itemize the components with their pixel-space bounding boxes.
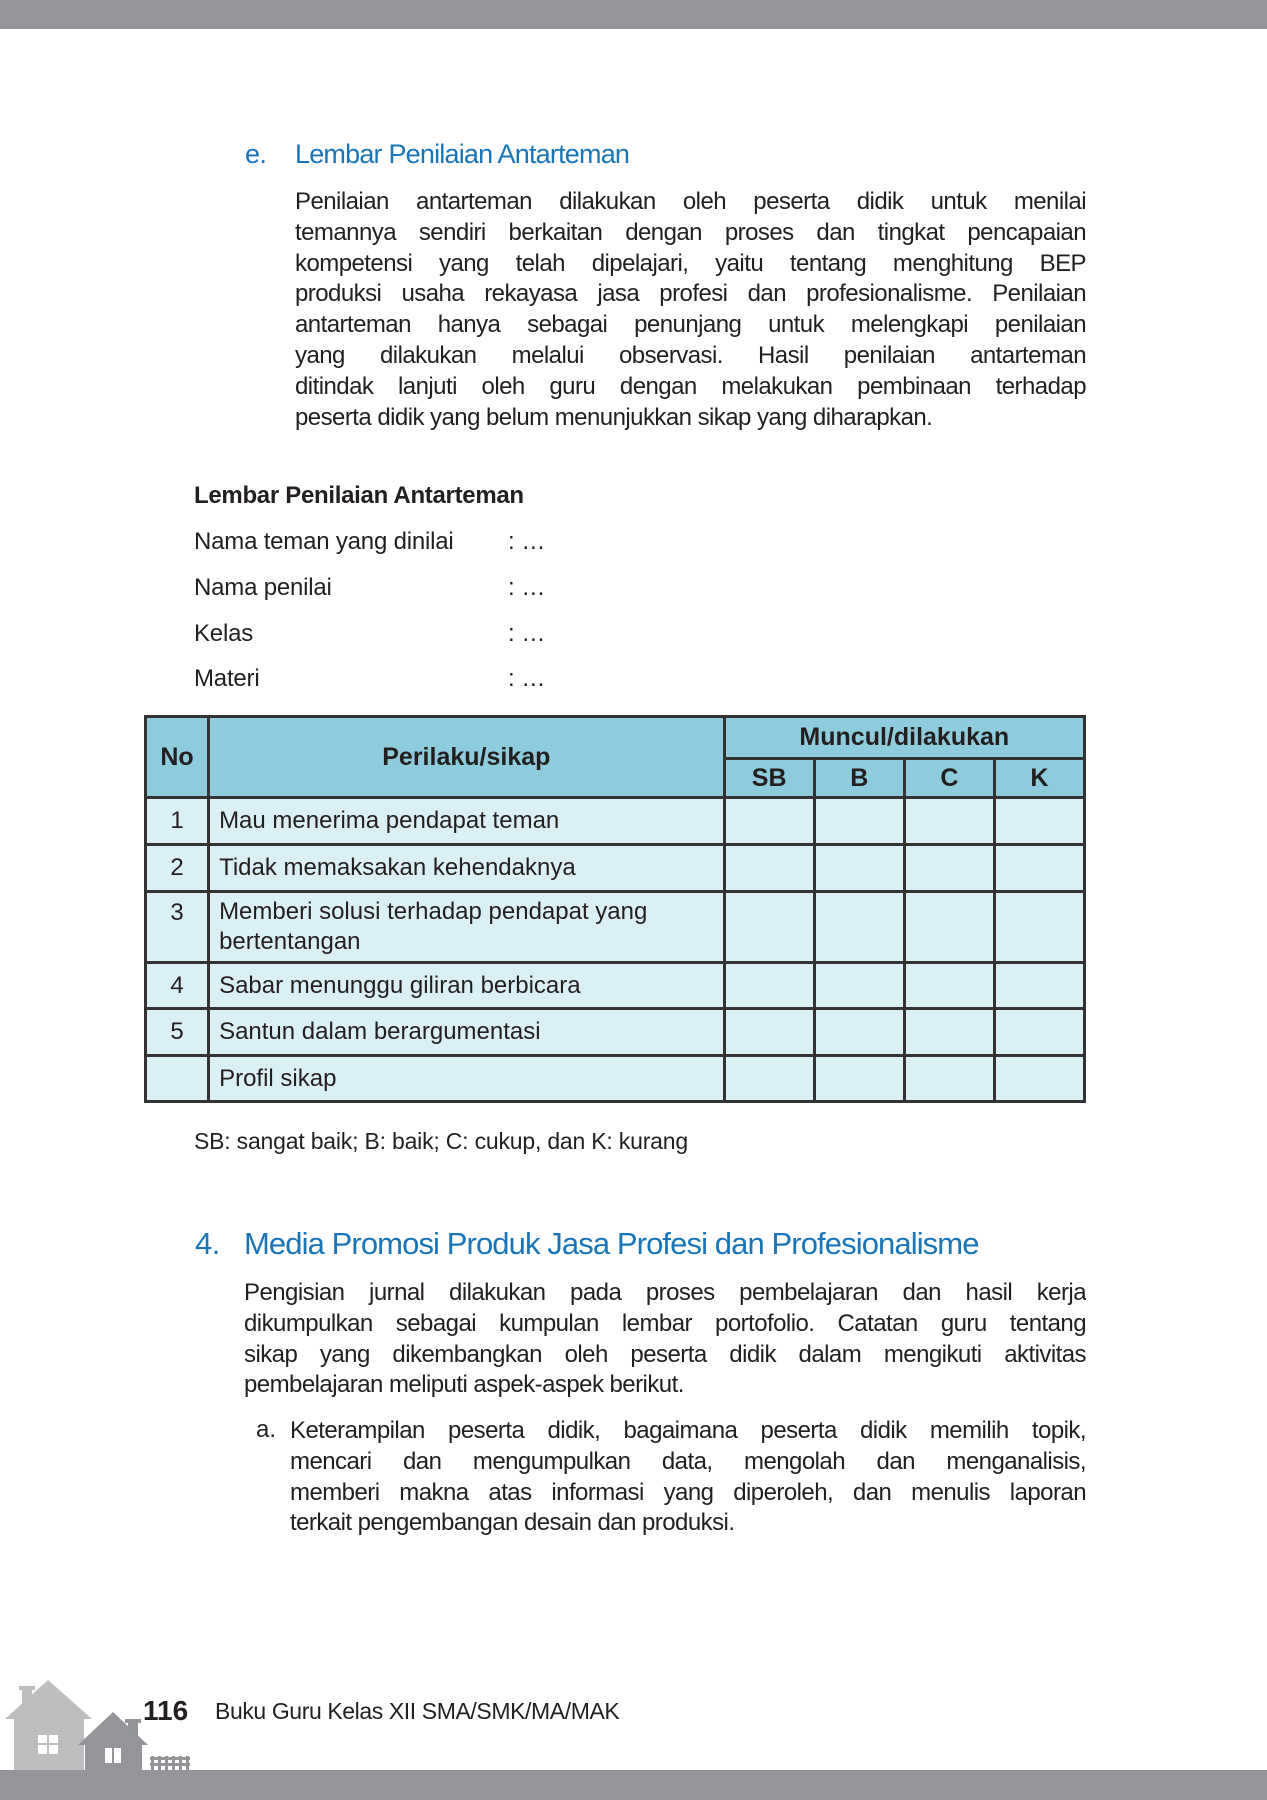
row-behavior: Memberi solusi terhadap pendapat yang bertentangan	[209, 892, 725, 963]
field-label-class: Kelas	[194, 620, 254, 647]
cell-c[interactable]	[904, 892, 994, 963]
cell-k[interactable]	[994, 798, 1084, 845]
cell-c[interactable]	[904, 845, 994, 892]
field-value-assessor-name: : …	[508, 574, 546, 601]
cell-b[interactable]	[814, 845, 904, 892]
paragraph-line: produksi usaha rekayasa jasa profesi dan profesionalisme. Penilaian	[295, 280, 1086, 308]
cell-k[interactable]	[994, 1056, 1084, 1102]
row-no	[146, 1056, 209, 1102]
row-no: 2	[146, 845, 209, 892]
cell-c[interactable]	[904, 1056, 994, 1102]
section-e-marker: e.	[245, 139, 267, 169]
cell-b[interactable]	[814, 892, 904, 963]
row-behavior: Tidak memaksakan kehendaknya	[209, 845, 725, 892]
section-4-title: Media Promosi Produk Jasa Profesi dan Profesionalisme	[244, 1226, 979, 1261]
cell-k[interactable]	[994, 1009, 1084, 1056]
table-row	[146, 798, 1085, 845]
header-no: No	[146, 717, 209, 798]
row-no: 4	[146, 963, 209, 1009]
field-label-peer-name: Nama teman yang dinilai	[194, 528, 454, 555]
row-no: 5	[146, 1009, 209, 1056]
cell-sb[interactable]	[724, 798, 814, 845]
cell-c[interactable]	[904, 1009, 994, 1056]
header-sb: SB	[724, 759, 814, 798]
cell-sb[interactable]	[724, 1056, 814, 1102]
cell-k[interactable]	[994, 963, 1084, 1009]
list-item	[290, 1416, 1086, 1539]
section-e-paragraph	[295, 187, 1086, 433]
field-value-peer-name: : …	[508, 528, 546, 555]
section-4-paragraph	[244, 1278, 1086, 1401]
cell-c[interactable]	[904, 798, 994, 845]
paragraph-line: Pengisian jurnal dilakukan pada proses pembelajaran dan hasil kerja	[244, 1279, 1086, 1306]
table-legend: SB: sangat baik; B: baik; C: cukup, dan K: kurang	[194, 1128, 688, 1154]
paragraph-line: sikap yang dikembangkan oleh peserta didik dalam mengikuti aktivitas	[244, 1340, 1086, 1368]
row-behavior: Santun dalam berargumentasi	[209, 1009, 725, 1056]
cell-k[interactable]	[994, 892, 1084, 963]
cell-b[interactable]	[814, 1009, 904, 1056]
list-item-marker: a.	[256, 1416, 277, 1443]
section-e-title: Lembar Penilaian Antarteman	[295, 139, 630, 169]
header-k: K	[994, 759, 1084, 798]
table-row	[146, 1056, 1085, 1102]
paragraph-line: antarteman hanya sebagai penunjang untuk melengkapi penilaian	[295, 311, 1086, 339]
top-bar	[0, 0, 1267, 29]
header-c: C	[904, 759, 994, 798]
cell-sb[interactable]	[724, 892, 814, 963]
section-4-marker: 4.	[195, 1226, 220, 1261]
field-value-material: : …	[508, 665, 546, 692]
field-label-material: Materi	[194, 665, 260, 692]
row-no: 3	[146, 892, 209, 963]
list-item-line: mencari dan mengumpulkan data, mengolah dan menganalisis,	[290, 1447, 1086, 1475]
list-item-line: memberi makna atas informasi yang diperoleh, dan menulis laporan	[290, 1478, 1086, 1506]
cell-b[interactable]	[814, 798, 904, 845]
form-title: Lembar Penilaian Antarteman	[194, 482, 524, 509]
page-number: 116	[143, 1695, 189, 1726]
paragraph-line: Penilaian antarteman dilakukan oleh peserta didik untuk menilai	[295, 188, 1086, 215]
cell-sb[interactable]	[724, 845, 814, 892]
list-item-line: terkait pengembangan desain dan produksi.	[290, 1509, 735, 1537]
list-item-line: Keterampilan peserta didik, bagaimana peserta didik memilih topik,	[290, 1417, 1086, 1444]
header-group-observed: Muncul/dilakukan	[724, 717, 1084, 759]
cell-sb[interactable]	[724, 963, 814, 1009]
peer-assessment-table	[144, 715, 1086, 1103]
table-row	[146, 892, 1085, 963]
table-row	[146, 963, 1085, 1009]
row-no: 1	[146, 798, 209, 845]
paragraph-line: dikumpulkan sebagai kumpulan lembar portofolio. Catatan guru tentang	[244, 1309, 1086, 1337]
field-value-class: : …	[508, 620, 546, 647]
cell-k[interactable]	[994, 845, 1084, 892]
row-behavior: Sabar menunggu giliran berbicara	[209, 963, 725, 1009]
paragraph-line: kompetensi yang telah dipelajari, yaitu tentang menghitung BEP	[295, 249, 1086, 277]
paragraph-line: peserta didik yang belum menunjukkan sikap yang diharapkan.	[295, 403, 933, 431]
cell-c[interactable]	[904, 963, 994, 1009]
paragraph-line: temannya sendiri berkaitan dengan proses dan tingkat pencapaian	[295, 218, 1086, 246]
cell-b[interactable]	[814, 963, 904, 1009]
paragraph-line: yang dilakukan melalui observasi. Hasil penilaian antarteman	[295, 341, 1086, 369]
header-b: B	[814, 759, 904, 798]
paragraph-line: pembelajaran meliputi aspek-aspek berikut.	[244, 1371, 684, 1399]
paragraph-line: ditindak lanjuti oleh guru dengan melakukan pembinaan terhadap	[295, 372, 1086, 400]
cell-sb[interactable]	[724, 1009, 814, 1056]
header-behavior: Perilaku/sikap	[209, 717, 725, 798]
table-row	[146, 845, 1085, 892]
table-row	[146, 1009, 1085, 1056]
book-title: Buku Guru Kelas XII SMA/SMK/MA/MAK	[215, 1698, 620, 1724]
bottom-bar	[0, 1770, 1267, 1800]
row-behavior: Mau menerima pendapat teman	[209, 798, 725, 845]
field-label-assessor-name: Nama penilai	[194, 574, 332, 601]
row-behavior: Profil sikap	[209, 1056, 725, 1102]
cell-b[interactable]	[814, 1056, 904, 1102]
